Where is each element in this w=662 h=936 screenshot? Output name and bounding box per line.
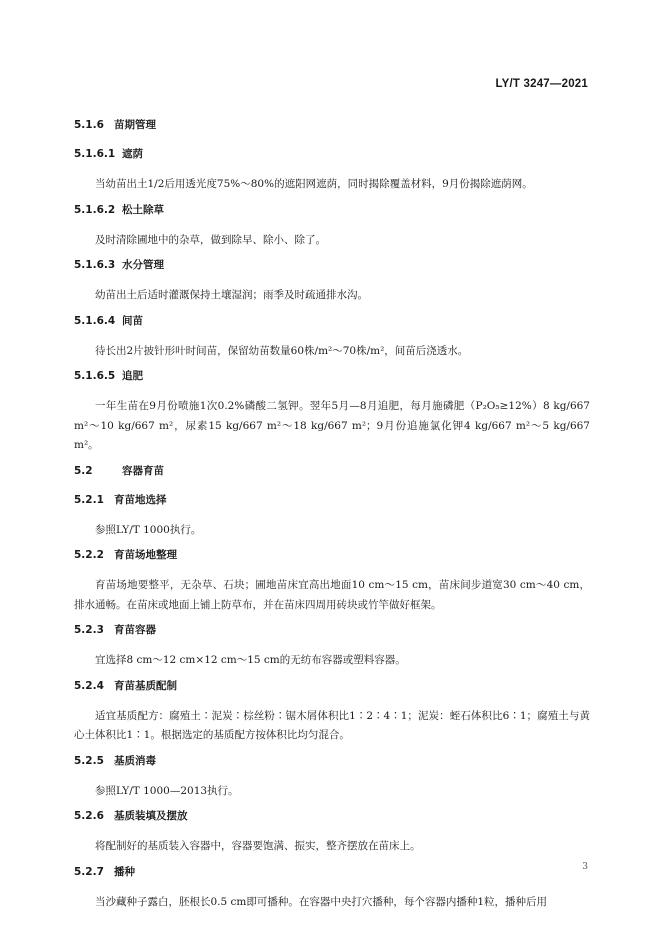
section-heading bbox=[74, 146, 590, 161]
section-heading bbox=[74, 492, 590, 507]
section-number: 5.1.6.1 bbox=[74, 148, 116, 160]
section-number: 5.2.6 bbox=[74, 810, 104, 822]
paragraph: 幼苗出土后适时灌溉保持土壤湿润；雨季及时疏通排水沟。 bbox=[95, 289, 368, 301]
paragraph: 将配制好的基质装入容器中，容器要饱满、振实，整齐摆放在苗床上。 bbox=[95, 840, 421, 852]
section-heading bbox=[74, 368, 590, 383]
paragraph: 适宜基质配方：腐殖土∶泥炭∶棕丝粉∶锯木屑体积比1∶2∶4∶1；泥炭：蛭石体积比6∶1；腐殖土与黄心土体积比1∶1。根据选定的基质配方按体积比均匀混合。 bbox=[74, 709, 590, 741]
page-number: 3 bbox=[582, 862, 588, 872]
paragraph: 宜选择8 cm～12 cm×12 cm～15 cm的无纺布容器或塑料容器。 bbox=[95, 654, 406, 666]
section-heading bbox=[74, 864, 590, 879]
section-heading bbox=[74, 257, 590, 272]
paragraph: 参照LY/T 1000执行。 bbox=[95, 523, 202, 536]
section-heading bbox=[74, 808, 590, 823]
section-number: 5.2.3 bbox=[74, 624, 104, 636]
paragraph: 一年生苗在9月份喷施1次0.2%磷酸二氢钾。翌年5月—8月追肥，每月施磷肥（P₂O₅≥12%）8 kg/667 m²～10 kg/667 m²，尿素15 kg/667 m²～18 kg/667 m²；9月份追施氯化钾4 kg/667 m²～5 kg/667 m²。 bbox=[74, 400, 590, 451]
section-heading bbox=[74, 463, 590, 478]
section-title: 遮荫 bbox=[122, 148, 143, 160]
paragraph: 待长出2片披针形叶时间苗，保留幼苗数量60株/m²～70株/m²，间苗后浇透水。 bbox=[95, 344, 469, 357]
section-number: 5.1.6.4 bbox=[74, 314, 116, 327]
section-title: 松土除草 bbox=[122, 203, 164, 216]
section-title: 育苗容器 bbox=[114, 624, 156, 636]
section-title: 育苗基质配制 bbox=[114, 679, 177, 692]
document-code: LY/T 3247—2021 bbox=[495, 78, 588, 90]
section-heading bbox=[74, 202, 590, 217]
section-number: 5.2 bbox=[74, 464, 93, 477]
section-title: 播种 bbox=[114, 865, 135, 878]
section-title: 基质消毒 bbox=[114, 754, 156, 767]
section-number: 5.2.1 bbox=[74, 493, 104, 506]
section-title: 容器育苗 bbox=[122, 464, 164, 477]
section-title: 间苗 bbox=[122, 314, 143, 327]
section-number: 5.1.6.5 bbox=[74, 370, 116, 382]
section-heading bbox=[74, 117, 590, 132]
section-title: 追肥 bbox=[122, 370, 143, 382]
paragraph: 及时清除圃地中的杂草，做到除早、除小、除了。 bbox=[95, 233, 326, 246]
section-title: 苗期管理 bbox=[114, 119, 156, 131]
paragraph: 当幼苗出土1/2后用透光度75%～80%的遮阳网遮荫，同时揭除覆盖材料，9月份揭除遮荫网。 bbox=[95, 178, 533, 190]
section-number: 5.2.7 bbox=[74, 865, 104, 878]
paragraph: 当沙藏种子露白，胚根长0.5 cm即可播种。在容器中央打穴播种，每个容器内播种1粒，播种后用 bbox=[95, 895, 548, 908]
paragraph: 育苗场地要整平，无杂草、石块；圃地苗床宜高出地面10 cm～15 cm，苗床间步道宽30 cm～40 cm，排水通畅。在苗床或地面上铺上防草布，并在苗床四周用砖块或竹竿做好框架。 bbox=[74, 579, 590, 611]
section-number: 5.2.2 bbox=[74, 549, 104, 561]
section-title: 育苗场地整理 bbox=[114, 549, 177, 561]
section-heading bbox=[74, 678, 590, 693]
paragraph: 参照LY/T 1000—2013执行。 bbox=[95, 784, 239, 797]
document-body bbox=[74, 117, 590, 919]
section-heading bbox=[74, 547, 590, 562]
section-number: 5.2.4 bbox=[74, 679, 104, 692]
section-number: 5.1.6.2 bbox=[74, 203, 116, 216]
section-heading bbox=[74, 313, 590, 328]
section-number: 5.1.6.3 bbox=[74, 259, 116, 271]
section-number: 5.2.5 bbox=[74, 754, 104, 767]
section-number: 5.1.6 bbox=[74, 119, 104, 131]
section-title: 育苗地选择 bbox=[114, 493, 167, 506]
section-title: 水分管理 bbox=[122, 259, 164, 271]
section-title: 基质装填及摆放 bbox=[114, 810, 188, 822]
section-heading bbox=[74, 622, 590, 637]
section-heading bbox=[74, 753, 590, 768]
